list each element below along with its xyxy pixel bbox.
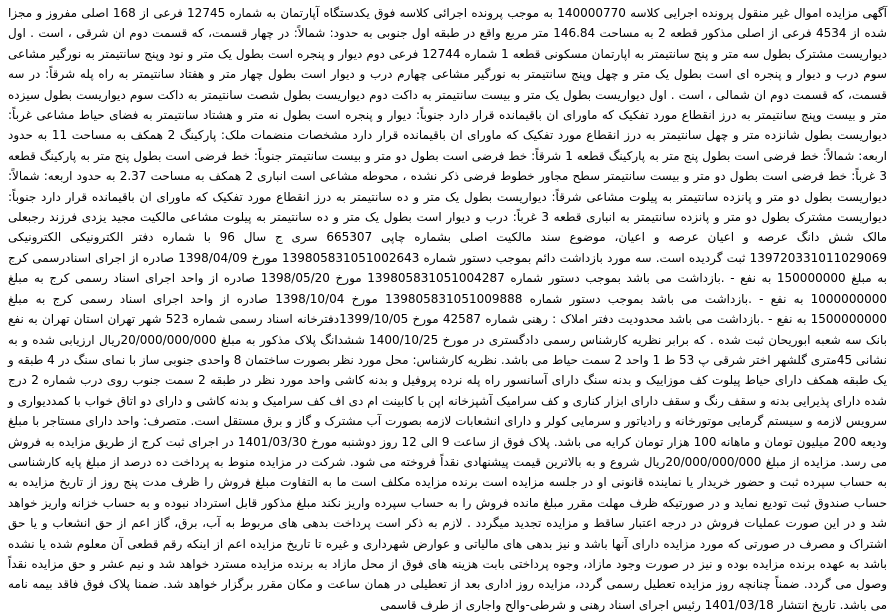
auction-notice-text	[8, 3, 887, 615]
notice-paragraph: آگهی مزایده اموال غیر منقول پرونده اجرایی کلاسه 140000770 به موجب پرونده اجرائی کلاسه فوق یکدستگاه آپارتمان به شماره 12745 فرعی از 168 اصلی مفروز و مجزا شده از 4534 فرعی از اصلی مذکور قطعه 2 به مساحت 146.84 متر مربع واقع در طبقه اول جنوبی به حدود: شمالاً: در چهار قسمت، که قسمت دوم ان شرقی ، است . اول دیواریست مشترک بطول سه متر و پنج سانتیمتر به اپارتمان مسکونی قطعه 1 شماره 12744 فرعی دوم دیوار و پنجره است بطول یک متر و نود وپنج سانتیمتر به نورگیر مشاعی سوم درب و دیوار و پنجره ای است بطول یک متر و چهل وپنج سانتیمتر به نورگیر مشاعی چهارم درب و دیوار است بطول چهار متر و هفتاد سانتیمتر به راه پله شرقاً: در سه قسمت، که قسمت دوم ان شمالی ، است . اول دیواریست بطول یک متر و بیست سانتیمتر به داکت دوم دیواریست بطول شصت سانتیمتر به داکت سوم دیواریست بطول سیزده متر و بیست وپنج سانتیمتر به درز انقطاع مورد تفکیک که ماورای ان باقیمانده قرار دارد جنوباً: دیوار و پنجره است بطول نه متر و هشتاد سانتیمتر به فضای حیاط مشاعی غرباً: دیواریست بطول شانزده متر و چهل سانتیمتر به درز انقطاع مورد تفکیک که ماورای ان باقیمانده قرار دارد مشخصات منضمات ملک: پارکینگ 2 همکف به مساحت 11 به حدود اربعه: شمالاً: خط فرضی است بطول پنج متر به پارکینگ قطعه 1 شرقاً: خط فرضی است بطول دو متر و بیست سانتیمتر جنوباً: خط فرضی است بطول پنج متر به پارکینگ قطعه 3 غرباً: خط فرضی است بطول دو متر و بیست سانتیمتر سطح مجاور خطوط فرضی ذکر نشده ، محوطه مشاعی است انباری 2 همکف به مساحت 2.37 به حدود اربعه: شمالاً: دیواریست بطول دو متر و پانزده سانتیمتر به پیلوت مشاعی شرقاً: دیواریست بطول یک متر و ده سانتیمتر به درز انقطاع مورد تفکیک که ماورای ان باقیمانده قرار دارد جنوباً: دیواریست مشترک بطول دو متر و پانزده سانتیمتر به انباری قطعه 3 غرباً: درب و دیوار است بطول یک متر و ده سانتیمتر به پیلوت مشاعی مالکیت مجید یزدی فرزند رجبعلی مالک شش دانگ عرصه و اعیان عرصه و اعیان، موضوع سند مالکیت اصلی بشماره چاپی 665307 سری ج سال 96 با شماره دفتر الکترونیکی الکترونیکی 139720331011029069 ثبت گردیده است. سه مورد بازداشت دائم بموجب دستور شماره 139805831051002643 مورخ 1398/04/09 صادره از اجرای اسنادرسمی کرج به مبلغ 150000000 به نفع - .بازداشت می باشد بموجب دستور شماره 139805831051004287 مورخ 1398/05/20 صادره از واحد اجرای اسناد رسمی کرج به مبلغ 1000000000 به نفع - .بازداشت می باشد بموجب دستور شماره 139805831051009888 مورخ 1398/10/04 صادره از واحد اجرای اسناد رسمی کرج به مبلغ 1500000000 به نفع - .بازداشت می باشد محدودیت دفتر املاک : رهنی شماره 42587 مورخ 1399/10/05دفترخانه اسناد رسمی شماره 523 شهر تهران استان تهران به نفع بانک سه شعبه ابوریحان ثبت شده . که برابر نظریه کارشناس رسمی دادگستری در مورخ 1400/10/25 ششدانگ پلاک مذکور به مبلغ 20/000/000/000ریال ارزیابی شده و به نشانی 45متری گلشهر اختر شرقی پ 53 ط 1 واحد 2 سمت حیاط می باشد. نظریه کارشناس: محل مورد نظر بصورت ساختمان 8 واحدی جنوبی ساز با نمای سنگ در 4 طبقه و یک طبقه همکف دارای حیاط پیلوت کف موزاییک و بدنه سنگ دارای آسانسور راه پله نرده پروفیل و بدنه کاشی واحد مورد نظر در طبقه 2 سمت جنوب روی درب شماره 2 درج شده دارای پذیرایی بدنه و سقف رنگ و سقف دارای ابزار کناری و کف سرامیک آشپزخانه اپن با کابینت ام دی اف کف سرامیک و بدنه کاشی و دارای دو اتاق خواب با کمددیواری و سرویس لازمه و سیستم گرمایی موتورخانه و رادیاتور و سرمایی کولر و دارای انشعابات لازمه بصورت آب مشترک و گاز و برق مستقل است. متصرف: واحد دارای مستاجر با مبلغ ودیعه 200 میلیون تومان و ماهانه 100 هزار تومان کرایه می باشد. پلاک فوق از ساعت 9 الی 12 روز دوشنبه مورخ 1401/03/30 در اجرای ثبت کرج از طریق مزایده به فروش می رسد. مزایده از مبلغ 20/000/000/000ریال شروع و به بالاترین قیمت پیشنهادی نقداً فروخته می شود. شرکت در مزایده منوط به پرداخت ده درصد از مبلغ پایه کارشناسی به حساب سپرده ثبت و حضور خریدار یا نماینده قانونی او در جلسه مزایده است برنده مزایده مکلف است ما به التفاوت مبلغ فروش را ظرف مدت پنج روز از تاریخ مزایده به حساب صندوق ثبت تودیع نماید و در صورتیکه ظرف مهلت مقرر مبلغ مانده فروش را به حساب سپرده واریز نکند مبلغ مذکور قابل استرداد نبوده و به حساب خزانه واریز خواهد شد و در این صورت عملیات فروش در درجه اعتبار ساقط و مزایده تجدید میگردد . لازم به ذکر است پرداخت بدهی های مربوط به آب، برق، گاز اعم از حق انشعاب و یا حق اشتراک و مصرف در صورتی که مورد مزایده دارای آنها باشد و نیز بدهی های مالیاتی و عوارض شهرداری و غیره تا تاریخ مزایده اعم از اینکه رقم قطعی آن معلوم شده یا نشده باشد به عهده برنده مزایده بوده و نیز در صورت وجود مازاد، وجوه پرداختی بابت هزینه های فوق از محل مازاد به برنده مزایده مسترد خواهد شد و نیم عشر و حق مزایده نقداً وصول می گردد. ضمناً چنانچه روز مزایده تعطیل رسمی گردد، مزایده روز اداری بعد از تعطیلی در همان ساعت و مکان مقرر برگزار خواهد شد. ضمنا پلاک فوق فاقد بیمه نامه می باشد. تاریخ انتشار 1401/03/18 رئیس اجرای اسناد رهنی و شرطی-والح واجاری از طرف قاسمی	[8, 6, 888, 612]
